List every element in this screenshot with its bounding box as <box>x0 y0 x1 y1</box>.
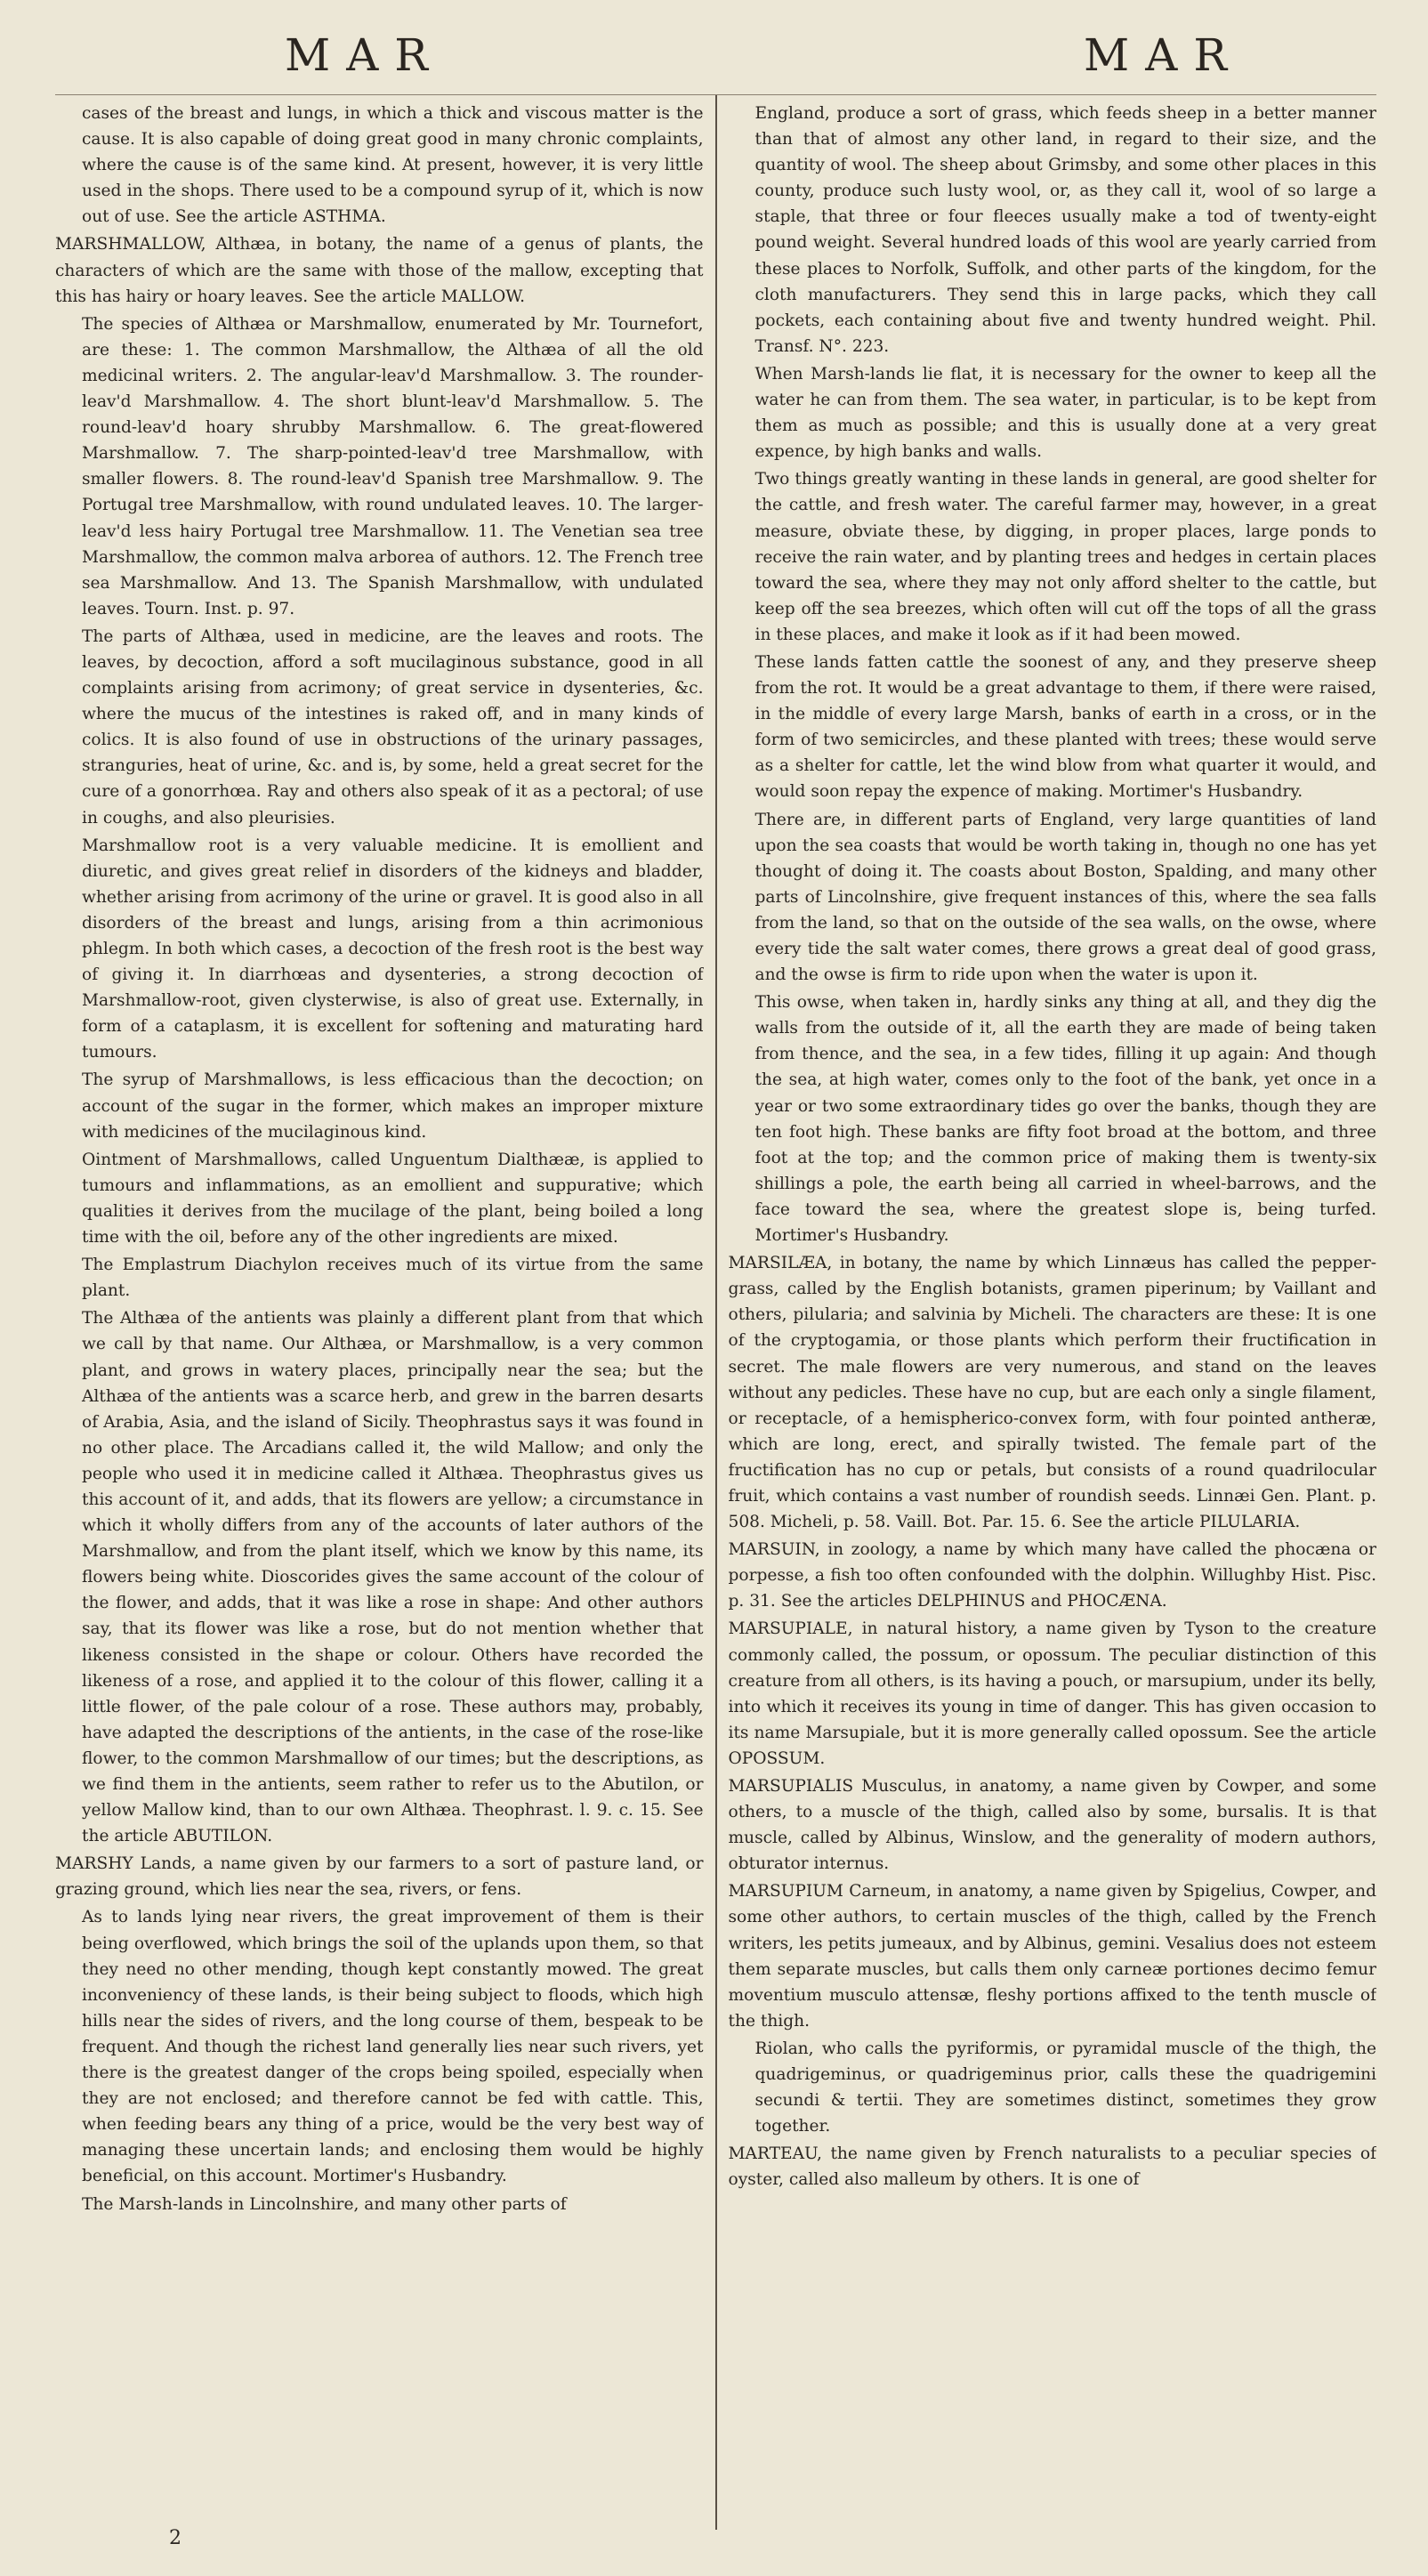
paragraph: This owse, when taken in, hardly sinks any thing at all, and they dig the walls from the outside of it, all the earth they are made of being taken from thence, and the sea, in a few tides, filling it up again: And though the sea, at high water, comes only to the foot of the bank, yet once in a year or two some extraordinary tides go over the banks, though they are ten foot high. These banks are fifty foot broad at the bottom, and three foot at the top; and the common price of making them is twenty-six shillings a pole, the earth being all carried in wheel-barrows, and the face toward the sea, where the greatest slope is, being turfed. Mortimer's Husbandry. <box>754 993 1376 1246</box>
text-columns <box>55 94 1376 2521</box>
header-right: MAR <box>1084 29 1243 81</box>
paragraph: Riolan, who calls the pyriformis, or pyramidal muscle of the thigh, the quadrigeminus, or quadrigeminus prior, calls these the quadrigemini secundi & tertii. They are sometimes distinct, sometimes they grow together. <box>754 2039 1376 2136</box>
left-column <box>55 101 704 2521</box>
running-header <box>55 16 1376 94</box>
paragraph: cases of the breast and lungs, in which a thick and viscous matter is the cause. It is also capable of doing great good in many chronic complaints, where the cause is of the same kind. At present, however, it is very little used in the shops. There used to be a compound syrup of it, which is now out of use. See the article ASTHMA. <box>82 104 704 227</box>
paragraph: The Emplastrum Diachylon receives much of its virtue from the same plant. <box>82 1256 704 1301</box>
right-column <box>729 101 1377 2521</box>
dictionary-entry: MARSUPIUM Carneum, in anatomy, a name given by Spigelius, Cowper, and some other authors, to certain muscles of the thigh, called by the French writers, les petits jumeaux, and by Albinus, gemini. Vesalius does not esteem them separate muscles, but calls them only carneæ portiones decimo femur moventium musculo attensæ, fleshy portions affixed to the tenth muscle of the thigh. <box>728 1882 1376 2031</box>
paragraph: The syrup of Marshmallows, is less efficacious than the decoction; on account of the sugar in the former, which makes an improper mixture with medicines of the mucilaginous kind. <box>82 1070 704 1142</box>
dictionary-entry: MARTEAU, the name given by French naturalists to a peculiar species of oyster, called also malleum by others. It is one of <box>728 2144 1376 2190</box>
dictionary-entry: MARSHMALLOW, Althæa, in botany, the name of a genus of plants, the characters of which are the same with those of the mallow, excepting that this has hairy or hoary leaves. See the article MALLOW. <box>55 235 704 306</box>
paragraph: The species of Althæa or Marshmallow, enumerated by Mr. Tournefort, are these: 1. The common Marshmallow, the Althæa of all the old medicinal writers. 2. The angular-leav'd Marshmallow. 3. The rounder-leav'd Marshmallow. 4. The short blunt-leav'd Marshmallow. 5. The round-leav'd hoary shrubby Marshmallow. 6. The great-flowered Marshmallow. 7. The sharp-pointed-leav'd tree Marshmallow, with smaller flowers. 8. The round-leav'd Spanish tree Marshmallow. 9. The Portugal tree Marshmallow, with round undulated leaves. 10. The larger-leav'd less hairy Portugal tree Marshmallow. 11. The Venetian sea tree Marshmallow, the common malva arborea of authors. 12. The French tree sea Marshmallow. And 13. The Spanish Marshmallow, with undulated leaves. Tourn. Inst. p. 97. <box>82 314 704 618</box>
dictionary-entry: MARSILÆA, in botany, the name by which Linnæus has called the pepper-grass, called by the English botanists, gramen piperinum; by Vaillant and others, pilularia; and salvinia by Micheli. The characters are these: It is one of the cryptogamia, or those plants which perform their fructification in secret. The male flowers are very numerous, and stand on the leaves without any pedicles. These have no cup, but are each only a single filament, or receptacle, of a hemispherico-convex form, with four pointed antheræ, which are long, erect, and spirally twisted. The female part of the fructification has no cup or petals, but consists of a round quadrilocular fruit, which contains a vast number of roundish seeds. Linnæi Gen. Plant. p. 508. Micheli, p. 58. Vaill. Bot. Par. 15. 6. See the article PILULARIA. <box>728 1254 1376 1532</box>
paragraph: As to lands lying near rivers, the great improvement of them is their being overflowed, which brings the soil of the uplands upon them, so that they need no other mending, though kept constantly mowed. The great inconveniency of these lands, is their being subject to floods, which high hills near the sides of rivers, and the long course of them, bespeak to be frequent. And though the richest land generally lies near such rivers, yet there is the greatest danger of the crops being spoiled, especially when they are not enclosed; and therefore cannot be fed with cattle. This, when feeding bears any thing of a price, would be the very best way of managing these uncertain lands; and enclosing them would be highly beneficial, on this account. Mortimer's Husbandry. <box>82 1908 704 2186</box>
dictionary-entry: MARSUPIALE, in natural history, a name given by Tyson to the creature commonly called, the possum, or opossum. The peculiar distinction of this creature from all others, is its having a pouch, or marsupium, under its belly, into which it receives its young in time of danger. This has given occasion to its name Marsupiale, but it is more generally called opossum. See the article OPOSSUM. <box>728 1619 1376 1768</box>
dictionary-entry: MARSHY Lands, a name given by our farmers to a sort of pasture land, or grazing ground, which lies near the sea, rivers, or fens. <box>55 1854 704 1900</box>
paragraph: Marshmallow root is a very valuable medicine. It is emollient and diuretic, and gives great relief in disorders of the kidneys and bladder, whether arising from acrimony of the urine or gravel. It is good also in all disorders of the breast and lungs, arising from a thin acrimonious phlegm. In both which cases, a decoction of the fresh root is the best way of giving it. In diarrhœas and dysenteries, a strong decoction of Marshmallow-root, given clysterwise, is also of great use. Externally, in form of a cataplasm, it is excellent for softening and maturating hard tumours. <box>82 836 704 1062</box>
column-divider <box>715 95 717 2530</box>
paragraph: There are, in different parts of England, very large quantities of land upon the sea coasts that would be worth taking in, though no one has yet thought of doing it. The coasts about Boston, Spalding, and many other parts of Lincolnshire, give frequent instances of this, where the sea falls from the land, so that on the outside of the sea walls, on the owse, where every tide the salt water comes, there grows a great deal of good grass, and the owse is firm to ride upon when the water is upon it. <box>754 810 1376 985</box>
paragraph: England, produce a sort of grass, which feeds sheep in a better manner than that of almost any other land, in regard to their size, and the quantity of wool. The sheep about Grimsby, and some other places in this county, produce such lusty wool, or, as they call it, wool of so large a staple, that three or four fleeces usually make a tod of twenty-eight pound weight. Several hundred loads of this wool are yearly carried from these places to Norfolk, Suffolk, and other parts of the kingdom, for the cloth manufacturers. They send this in large packs, which they call pockets, each containing about five and twenty hundred weight. Phil. Transf. N°. 223. <box>754 104 1376 356</box>
paragraph: The parts of Althæa, used in medicine, are the leaves and roots. The leaves, by decoction, afford a soft mucilaginous substance, good in all complaints arising from acrimony; of great service in dysenteries, &c. where the mucus of the intestines is raked off, and in many kinds of colics. It is also found of use in obstructions of the urinary passages, stranguries, heat of urine, &c. and is, by some, held a great secret for the cure of a gonorrhœa. Ray and others also speak of it as a pectoral; of use in coughs, and also pleurisies. <box>82 626 704 828</box>
paragraph: Ointment of Marshmallows, called Unguentum Dialthææ, is applied to tumours and inflammations, as an emollient and suppurative; which qualities it derives from the mucilage of the plant, being boiled a long time with the oil, before any of the other ingredients are mixed. <box>82 1150 704 1248</box>
dictionary-entry: MARSUIN, in zoology, a name by which many have called the phocæna or porpesse, a fish too often confounded with the dolphin. Willughby Hist. Pisc. p. 31. See the articles DELPHINUS and PHOCÆNA. <box>728 1540 1376 1611</box>
paragraph: The Marsh-lands in Lincolnshire, and many other parts of <box>82 2194 567 2214</box>
header-left: MAR <box>285 29 444 81</box>
dictionary-entry: MARSUPIALIS Musculus, in anatomy, a name given by Cowper, and some others, to a muscle of the thigh, called also by some, bursalis. It is that muscle, called by Albinus, Winslow, and the generality of modern authors, obturator internus. <box>728 1777 1376 1874</box>
paragraph: Two things greatly wanting in these lands in general, are good shelter for the cattle, and fresh water. The careful farmer may, however, in a great measure, obviate these, by digging, in proper places, large ponds to receive the rain water, and by planting trees and hedges in certain places toward the sea, where they may not only afford shelter to the cattle, but keep off the sea breezes, which often will cut off the tops of all the grass in these places, and make it look as if it had been mowed. <box>754 470 1376 644</box>
page-number: 2 <box>169 2527 182 2549</box>
paragraph: When Marsh-lands lie flat, it is necessary for the owner to keep all the water he can from them. The sea water, in particular, is to be kept from them as much as possible; and this is usually done at a very great expence, by high banks and walls. <box>754 364 1376 462</box>
paragraph: The Althæa of the antients was plainly a different plant from that which we call by that name. Our Althæa, or Marshmallow, is a very common plant, and grows in watery places, principally near the sea; but the Althæa of the antients was a scarce herb, and grew in the barren desarts of Arabia, Asia, and the island of Sicily. Theophrastus says it was found in no other place. The Arcadians called it, the wild Mallow; and only the people who used it in medicine called it Althæa. Theophrastus gives us this account of it, and adds, that its flowers are yellow; a circumstance in which it wholly differs from any of the accounts of later authors of the Marshmallow, and from the plant itself, which we know by this name, its flowers being white. Dioscorides gives the same account of the colour of the flower, and adds, that it was like a rose in shape: And other authors say, that its flower was like a rose, but do not mention whether that likeness consisted in the shape or colour. Others have recorded the likeness of a rose, and applied it to the colour of this flower, calling it a little flower, of the pale colour of a rose. These authors may, probably, have adapted the descriptions of the antients, in the case of the rose-like flower, to the common Marshmallow of our times; but the descriptions, as we find them in the antients, seem rather to refer us to the Abutilon, or yellow Mallow kind, than to our own Althæa. Theophrast. l. 9. c. 15. See the article ABUTILON. <box>82 1309 704 1846</box>
paragraph: These lands fatten cattle the soonest of any, and they preserve sheep from the rot. It would be a great advantage to them, if there were raised, in the middle of every large Marsh, banks of earth in a cross, or in the form of two semicircles, and these planted with trees; these would serve as a shelter for cattle, let the wind blow from what quarter it would, and would soon repay the expence of making. Mortimer's Husbandry. <box>754 652 1376 802</box>
